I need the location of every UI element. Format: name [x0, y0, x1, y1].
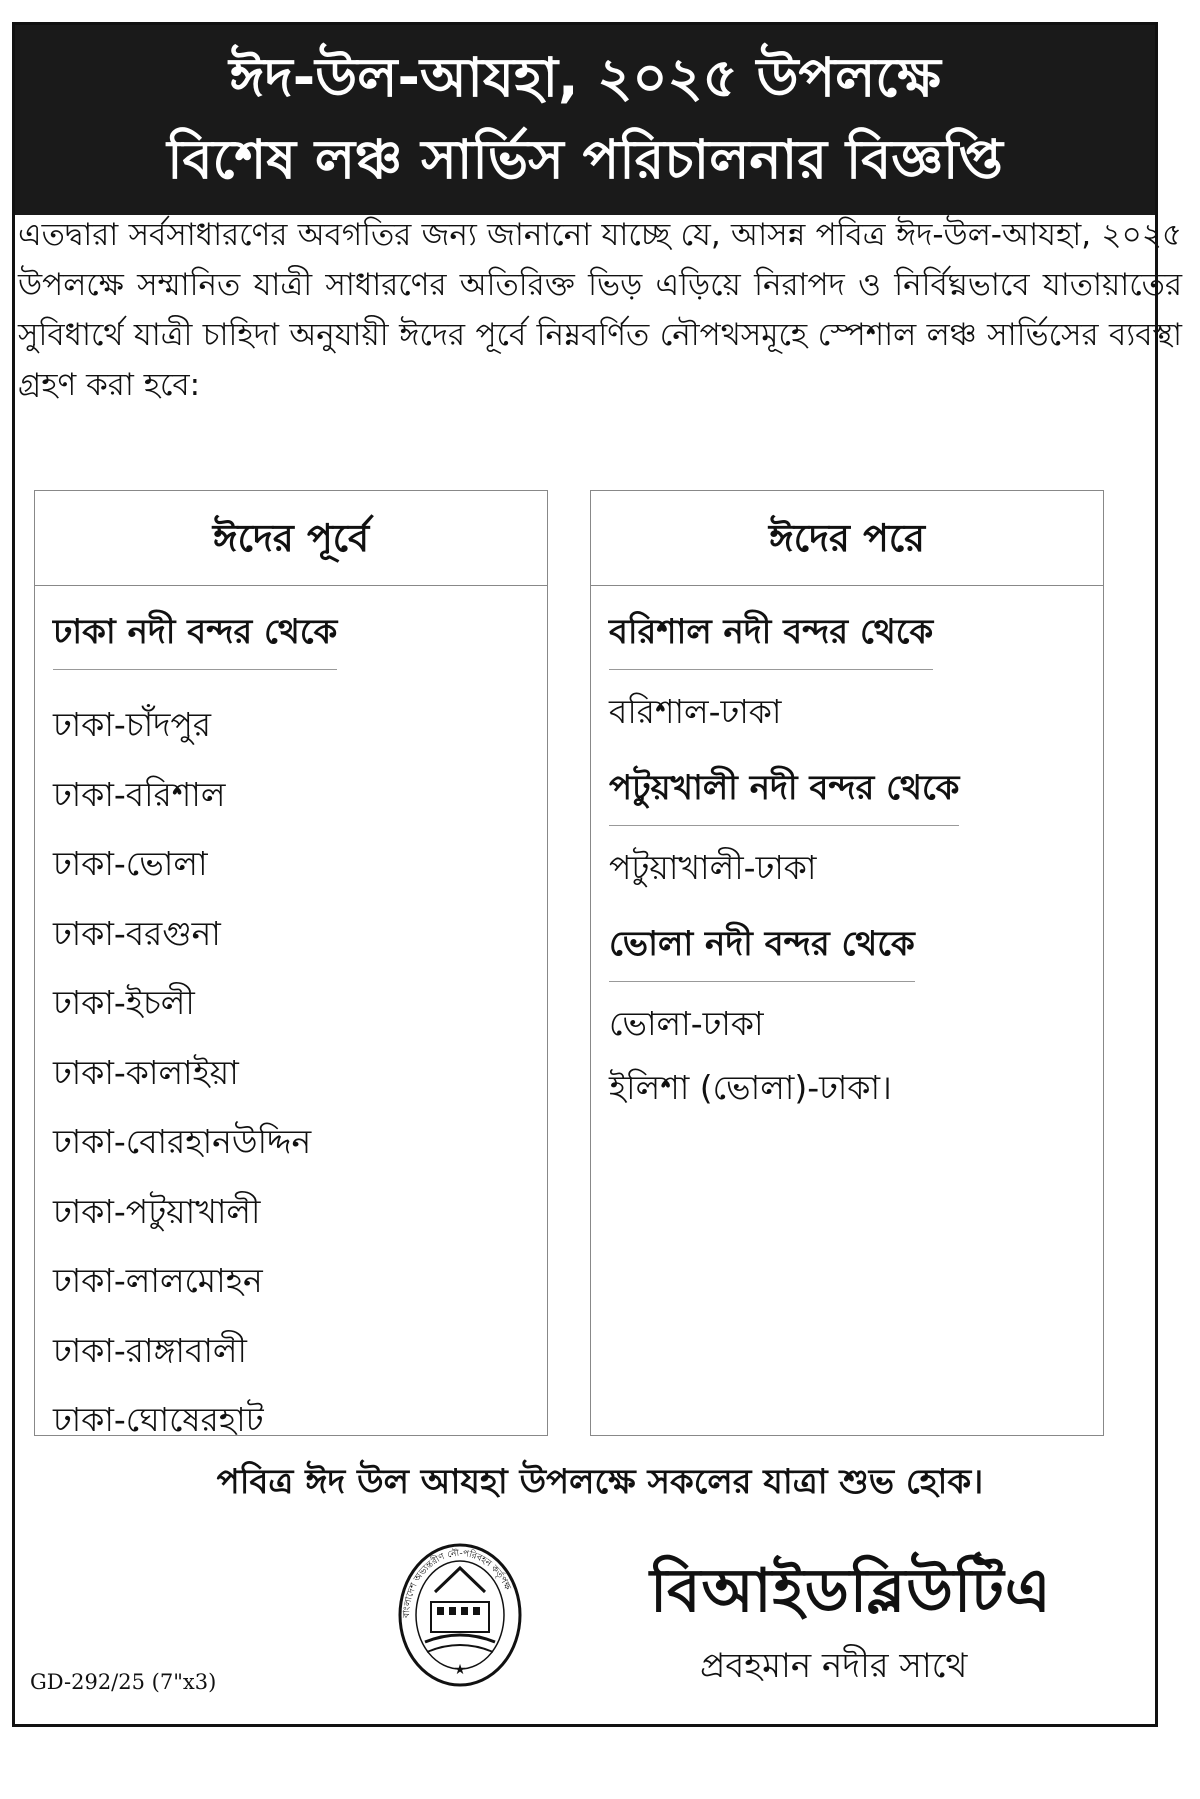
biwta-seal-logo	[395, 1540, 525, 1690]
route-item: ঢাকা-বরগুনা	[53, 913, 221, 953]
intro-paragraph: এতদ্বারা সর্বসাধারণের অবগতির জন্য জানানো যাচ্ছে যে, আসন্ন পবিত্র ঈদ-উল-আযহা, ২০২৫ উপলক্ষে সম্মানিত যাত্রী সাধারণের অতিরিক্ত ভিড় এড়িয়ে নিরাপদ ও নির্বিঘ্নভাবে যাতায়াতের সুবিধার্থে যাত্রী চাহিদা অনুযায়ী ঈদের পূর্বে নিম্নবর্ণিত নৌপথসমূহে স্পেশাল লঞ্চ সার্ভিসের ব্যবস্থা গ্রহণ করা হবে:	[18, 217, 1182, 403]
patuakhali-port-title: পটুয়খালী নদী বন্দর থেকে	[609, 762, 959, 826]
route-item: ইলিশা (ভোলা)-ঢাকা।	[609, 1068, 892, 1107]
route-item: ঢাকা-বোরহানউদ্দিন	[53, 1122, 312, 1161]
after-eid-heading: ঈদের পরে	[591, 491, 1103, 586]
barishal-port-title: বরিশাল নদী বন্দর থেকে	[609, 606, 933, 670]
route-item: পটুয়াখালী-ঢাকা	[609, 848, 817, 887]
after-eid-column	[590, 490, 1104, 1436]
route-item: ভোলা-ঢাকা	[609, 1004, 764, 1043]
notice-title-line2: বিশেষ লঞ্চ সার্ভিস পরিচালনার বিজ্ঞপ্তি	[167, 128, 1003, 191]
route-item: ঢাকা-ভোলা	[53, 844, 208, 883]
before-eid-heading: ঈদের পূর্বে	[35, 491, 547, 586]
bhola-port-title: ভোলা নদী বন্দর থেকে	[609, 918, 915, 982]
route-item: ঢাকা-বরিশাল	[53, 774, 226, 814]
org-name: বিআইডব্লিউটিএ	[650, 1556, 1052, 1626]
route-item: ঢাকা-লালমোহন	[53, 1261, 263, 1300]
notice-header	[15, 25, 1155, 215]
seal-text: বাংলাদেশ অভ্যন্তরীণ নৌ-পরিবহন কর্তৃপক্ষ	[401, 1548, 513, 1619]
route-item: ঢাকা-চাঁদপুর	[53, 705, 212, 744]
ad-code: GD-292/25 (7"x3)	[30, 1670, 217, 1694]
svg-text:★: ★	[453, 1662, 467, 1678]
dhaka-port-title: ঢাকা নদী বন্দর থেকে	[53, 606, 337, 670]
org-tagline: প্রবহমান নদীর সাথে	[700, 1646, 968, 1686]
closing-greeting: পবিত্র ঈদ উল আযহা উপলক্ষে সকলের যাত্রা শুভ হোক।	[216, 1462, 984, 1502]
notice-title-line1: ঈদ-উল-আযহা, ২০২৫ উপলক্ষে	[229, 46, 941, 109]
before-eid-column	[34, 490, 548, 1439]
route-item: ঢাকা-ঘোষেরহাট	[53, 1400, 264, 1439]
route-item: বরিশাল-ঢাকা	[609, 692, 782, 731]
route-item: ঢাকা-পটুয়াখালী	[53, 1191, 261, 1231]
route-item: ঢাকা-ইচলী	[53, 983, 195, 1022]
route-item: ঢাকা-রাঙ্গাবালী	[53, 1330, 247, 1370]
route-item: ঢাকা-কালাইয়া	[53, 1052, 239, 1092]
